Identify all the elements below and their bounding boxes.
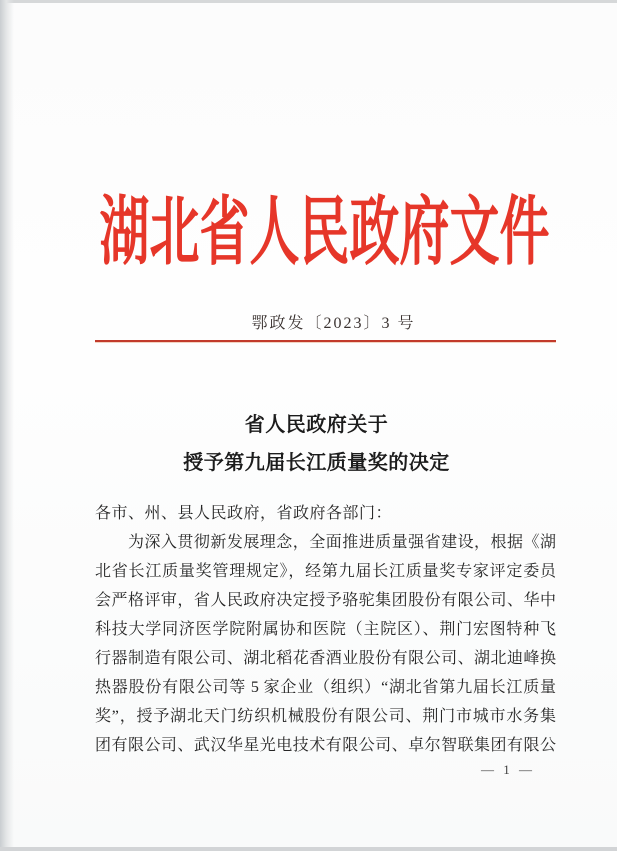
body-text-line: 科技大学同济医学院附属协和医院（主院区）、荆门宏图特种飞	[95, 621, 556, 638]
body-lines	[95, 528, 556, 760]
body-text-line: 行器制造有限公司、湖北稻花香酒业股份有限公司、湖北迪峰换	[95, 650, 556, 667]
agency-header-title: 湖北省人民政府文件	[99, 190, 550, 274]
scan-edge-bottom	[0, 847, 617, 851]
document-title-line1: 省人民政府关于	[244, 414, 389, 436]
scan-edge-top	[0, 0, 617, 3]
body-text-line: 热器股份有限公司等 5 家企业（组织）“湖北省第九届长江质量	[95, 679, 556, 696]
body-text-line: 为深入贯彻新发展理念，全面推进质量强省建设，根据《湖	[95, 534, 556, 551]
red-divider-line	[95, 340, 556, 342]
document-body	[95, 499, 556, 760]
body-text-line: 北省长江质量奖管理规定》，经第九届长江质量奖专家评定委员	[95, 563, 556, 580]
document-number: 鄂政发〔2023〕3 号	[251, 315, 416, 332]
page-number: — 1 —	[481, 762, 535, 777]
document-title-line2: 授予第九届长江质量奖的决定	[183, 452, 450, 474]
body-text-line: 奖”，授予湖北天门纺织机械股份有限公司、荆门市城市水务集	[95, 708, 556, 725]
salutation-line: 各市、州、县人民政府，省政府各部门：	[95, 505, 393, 522]
body-text-line: 团有限公司、武汉华星光电技术有限公司、卓尔智联集团有限公	[95, 737, 556, 754]
document-title	[8, 406, 617, 482]
body-text-line: 会严格评审，省人民政府决定授予骆驼集团股份有限公司、华中	[95, 592, 556, 609]
